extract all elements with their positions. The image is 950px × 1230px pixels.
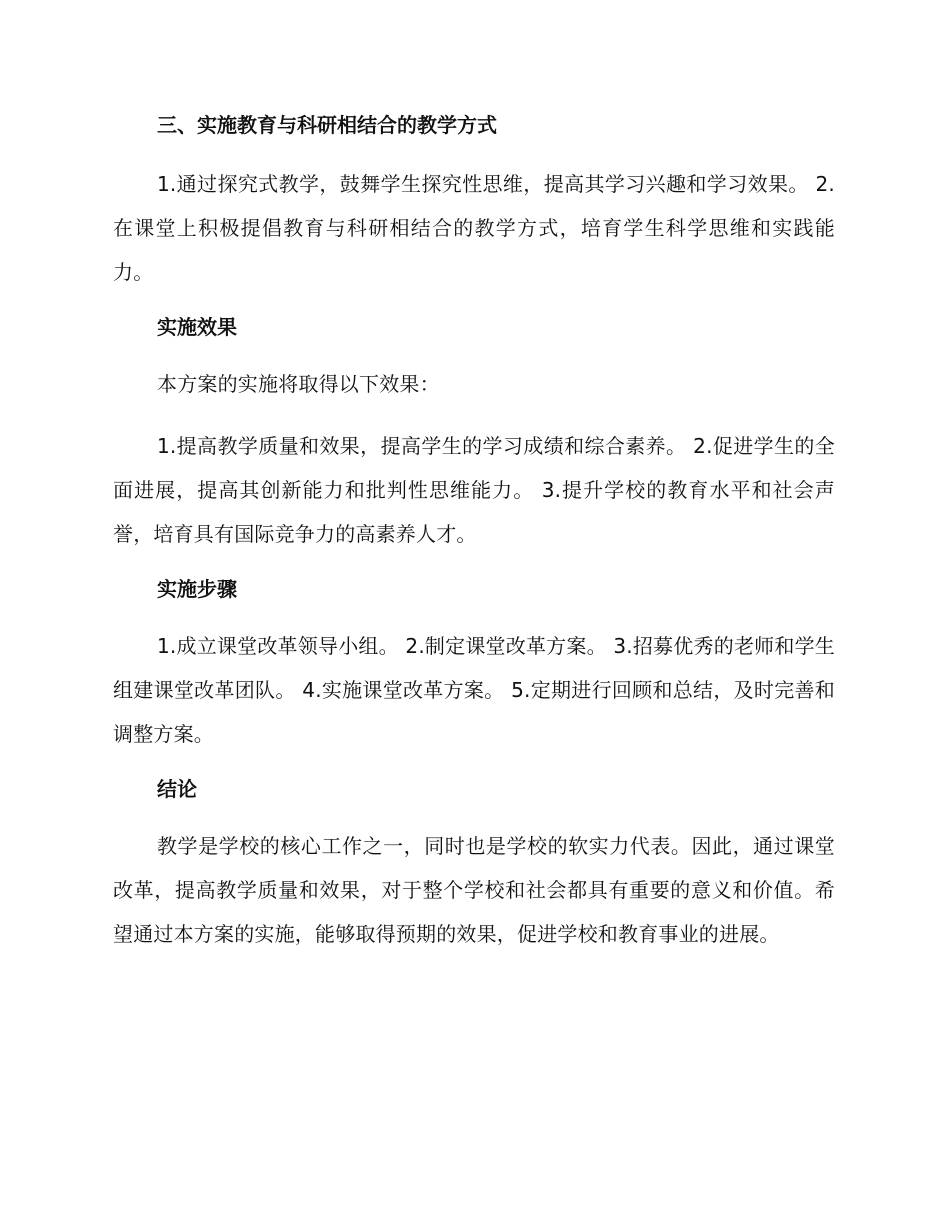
section-heading-effects: 实施效果 [157, 315, 237, 339]
paragraph-teaching-method: 1.通过探究式教学，鼓舞学生探究性思维，提高其学习兴趣和学习效果。 2.在课堂上积极提倡教育与科研相结合的教学方式，培育学生科学思维和实践能力。 [113, 172, 835, 284]
section-heading-teaching-method: 三、实施教育与科研相结合的教学方式 [157, 113, 497, 137]
section-heading-conclusion: 结论 [157, 777, 197, 801]
section-heading-steps: 实施步骤 [157, 577, 237, 601]
paragraph-effects-intro: 本方案的实施将取得以下效果： [157, 372, 440, 396]
paragraph-steps-list: 1.成立课堂改革领导小组。 2.制定课堂改革方案。 3.招募优秀的老师和学生组建课堂改革团队。 4.实施课堂改革方案。 5.定期进行回顾和总结，及时完善和调整方案。 [113, 634, 835, 746]
document-body [113, 110, 835, 956]
paragraph-effects-list: 1.提高教学质量和效果，提高学生的学习成绩和综合素养。 2.促进学生的全面进展，提高其创新能力和批判性思维能力。 3.提升学校的教育水平和社会声誉，培育具有国际竞争力的高素养人才。 [113, 434, 835, 546]
paragraph-conclusion: 教学是学校的核心工作之一，同时也是学校的软实力代表。因此，通过课堂改革，提高教学质量和效果，对于整个学校和社会都具有重要的意义和价值。希望通过本方案的实施，能够取得预期的效果，促进学校和教育事业的进展。 [113, 834, 835, 946]
